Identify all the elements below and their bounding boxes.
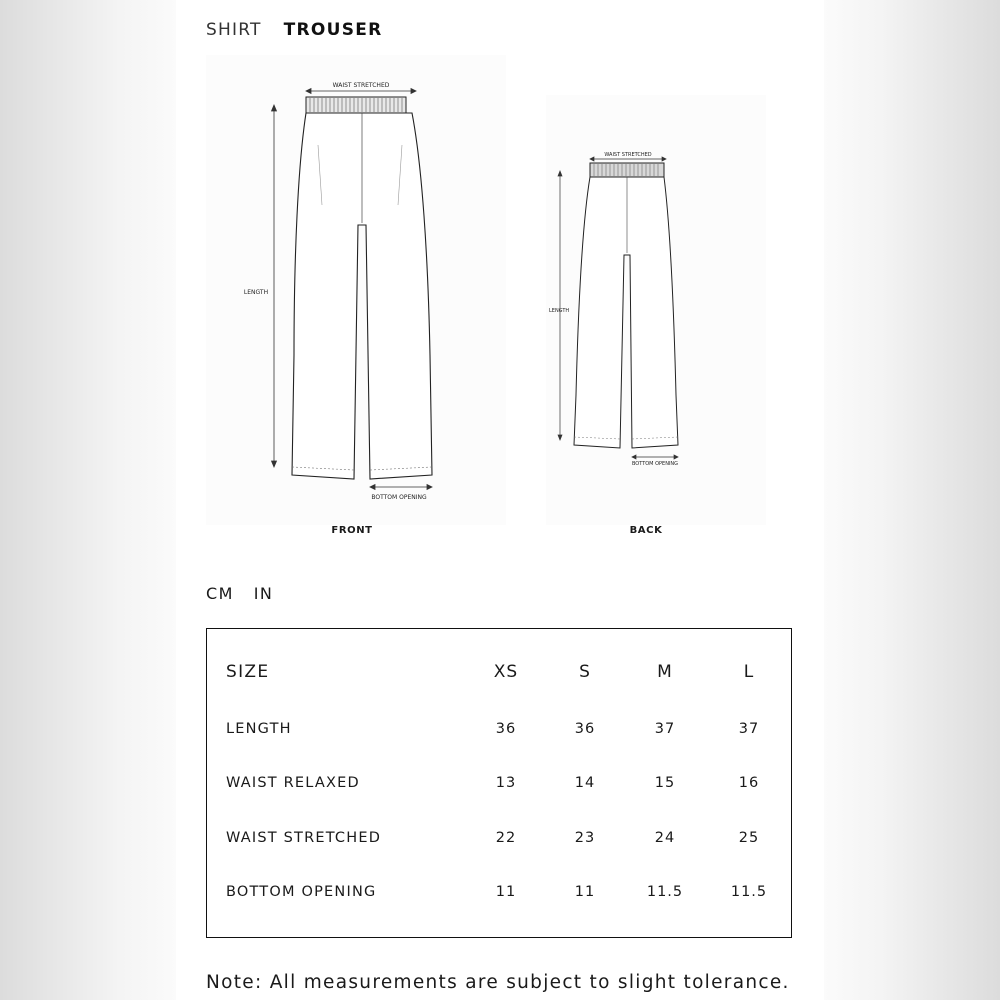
table-cell: 13 xyxy=(495,775,517,791)
size-header-l: L xyxy=(743,662,755,682)
table-row xyxy=(207,823,791,853)
front-label-bottom-opening: BOTTOM OPENING xyxy=(371,494,427,501)
unit-cm[interactable]: CM xyxy=(206,584,234,603)
front-trouser-drawing xyxy=(206,55,506,525)
tab-trouser[interactable]: TROUSER xyxy=(283,20,383,40)
size-header-xs: XS xyxy=(493,662,519,682)
table-cell: 16 xyxy=(738,775,760,791)
dimension-arrow-icon xyxy=(306,89,416,94)
size-table-header xyxy=(207,657,791,687)
back-label-waist-stretched: WAIST STRETCHED xyxy=(604,152,652,158)
size-header-label: SIZE xyxy=(226,662,270,682)
table-cell: 36 xyxy=(495,721,517,737)
garment-tabs xyxy=(206,20,383,40)
table-cell: 36 xyxy=(574,721,596,737)
unit-in[interactable]: IN xyxy=(253,584,274,603)
front-label-length: LENGTH xyxy=(243,289,269,296)
table-cell: 24 xyxy=(654,830,676,846)
trouser-illustrations xyxy=(206,55,766,555)
back-label-length: LENGTH xyxy=(549,308,570,314)
table-cell: 11.5 xyxy=(646,884,684,900)
table-cell: 14 xyxy=(574,775,596,791)
back-caption: BACK xyxy=(629,525,663,536)
table-cell: 25 xyxy=(738,830,760,846)
table-cell: 15 xyxy=(654,775,676,791)
front-label-waist-stretched: WAIST STRETCHED xyxy=(332,82,390,89)
back-trouser-drawing xyxy=(546,95,766,525)
tab-shirt[interactable]: SHIRT xyxy=(206,20,262,40)
table-cell: 22 xyxy=(495,830,517,846)
table-cell: 23 xyxy=(574,830,596,846)
table-cell: 37 xyxy=(654,721,676,737)
table-cell: 37 xyxy=(738,721,760,737)
table-cell: 11 xyxy=(495,884,517,900)
row-label-waist-relaxed: WAIST RELAXED xyxy=(226,775,360,791)
table-row xyxy=(207,714,791,744)
table-row xyxy=(207,877,791,907)
row-label-bottom-opening: BOTTOM OPENING xyxy=(226,884,377,900)
table-cell: 11.5 xyxy=(730,884,768,900)
size-header-m: M xyxy=(657,662,673,682)
back-view-image xyxy=(546,95,766,525)
table-cell: 11 xyxy=(574,884,596,900)
table-row xyxy=(207,768,791,798)
tolerance-note: Note: All measurements are subject to slight tolerance. xyxy=(206,972,790,993)
row-label-length: LENGTH xyxy=(226,721,292,737)
size-table xyxy=(206,628,792,938)
front-view-image xyxy=(206,55,506,525)
size-header-s: S xyxy=(579,662,591,682)
row-label-waist-stretched: WAIST STRETCHED xyxy=(226,830,382,846)
front-caption: FRONT xyxy=(331,525,373,536)
unit-toggle xyxy=(206,584,273,603)
back-label-bottom-opening: BOTTOM OPENING xyxy=(631,461,679,467)
